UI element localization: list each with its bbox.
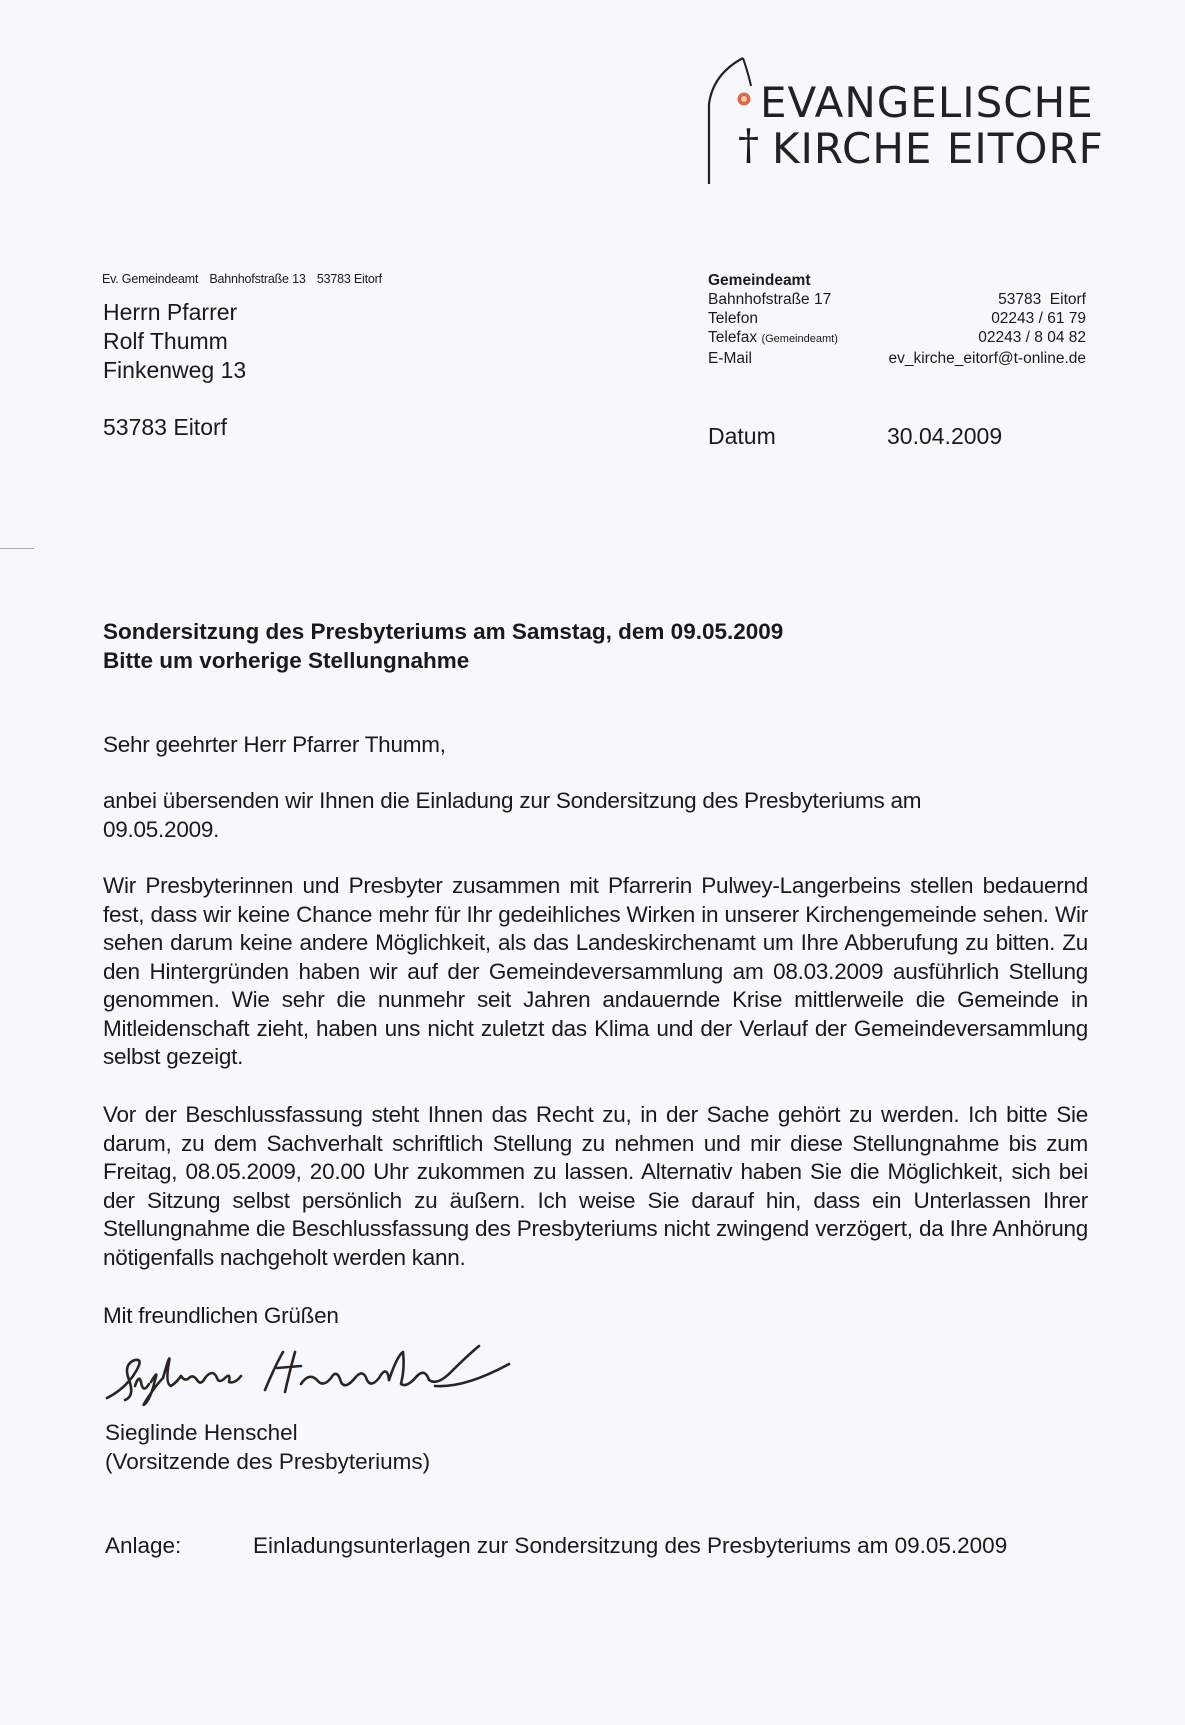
logo-text-line2: KIRCHE EITORF [772,124,1104,173]
closing: Mit freundlichen Grüßen [103,1303,339,1328]
cross-icon: † [738,120,759,169]
logo-text-line1: EVANGELISCHE [760,78,1094,127]
recipient-city: 53783 Eitorf [103,414,228,440]
email-address: ev_kirche_eitorf@t-online.de [888,350,1086,367]
signer-name: Sieglinde Henschel [105,1420,298,1445]
email-label: E-Mail [708,350,752,367]
phone-label: Telefon [708,310,758,327]
fax-number: 02243 / 8 04 82 [978,329,1086,346]
office-street: Bahnhofstraße 17 [708,291,832,308]
subject [103,617,783,675]
office-city: 53783 Eitorf [998,291,1086,308]
paragraph-1: anbei übersenden wir Ihnen die Einladung zur Sondersitzung des Presbyteriums am 09.05.2009. [103,788,922,842]
sender-city: 53783 Eitorf [316,272,382,286]
recipient-address [103,298,246,385]
office-title: Gemeindeamt [708,272,811,289]
office-contact-block [708,271,1086,368]
signer-block [105,1418,430,1476]
date-label: Datum [708,423,776,449]
handwritten-signature [105,1338,515,1408]
fold-mark [0,548,34,549]
attachment-label: Anlage: [105,1533,182,1558]
subject-line2: Bitte um vorherige Stellungnahme [103,648,470,673]
paragraph-2: Wir Presbyterinnen und Presbyter zusammen mit Pfarrerin Pulwey-Langerbeins stellen bedauernd fest, dass wir keine Chance mehr für Ihr gedeihliches Wirken in unserer Kirchengemeinde sehen. Wir sehen darum keine andere Möglichkeit, als das Landeskirchenamt um Ihre Abberufung zu bitten. Zu den Hintergründen haben wir auf der Gemeindeversammlung am 08.03.2009 ausführlich Stellung genommen. Wie sehr die nunmehr seit Jahren andauernde Krise mittlerweile die Gemeinde in Mitleidenschaft zieht, haben uns nicht zuletzt das Klima und der Verlauf der Gemeindeversammlung selbst gezeigt. [103,873,1088,1069]
sender-street: Bahnhofstraße 13 [209,272,306,286]
date-value: 30.04.2009 [887,423,1003,449]
recipient-line2: Rolf Thumm [103,328,228,354]
signer-role: (Vorsitzende des Presbyteriums) [105,1449,431,1474]
recipient-line1: Herrn Pfarrer [103,299,238,325]
sender-office: Ev. Gemeindeamt [102,272,199,286]
salutation: Sehr geehrter Herr Pfarrer Thumm, [103,732,446,757]
fax-label: Telefax [708,329,758,346]
phone-number: 02243 / 61 79 [991,310,1086,327]
subject-line1: Sondersitzung des Presbyteriums am Samstag, dem 09.05.2009 [103,619,784,644]
fax-note: (Gemeindeamt) [761,333,838,345]
signature-text: Sieglinde Henschel [105,1338,114,1339]
rose-icon [737,92,751,106]
attachment-text: Einladungsunterlagen zur Sondersitzung des Presbyteriums am 09.05.2009 [253,1533,1008,1558]
recipient-line3: Finkenweg 13 [103,357,247,383]
paragraph-3: Vor der Beschlussfassung steht Ihnen das Recht zu, in der Sache gehört zu werden. Ich bitte Sie darum, zu dem Sachverhalt schriftlich Stellung zu nehmen und mir diese Stellungnahme bis zum Freitag, 08.05.2009, 20.00 Uhr zukommen zu lassen. Alternativ haben Sie die Möglichkeit, sich bei der Sitzung selbst persönlich zu äußern. Ich weise Sie darauf hin, dass ein Unterlassen Ihrer Stellungnahme die Beschlussfassung des Presbyteriums nicht zwingend verzögert, da Ihre Anhörung nötigenfalls nachgeholt werden kann. [103,1102,1088,1270]
sender-return-line [102,272,390,286]
